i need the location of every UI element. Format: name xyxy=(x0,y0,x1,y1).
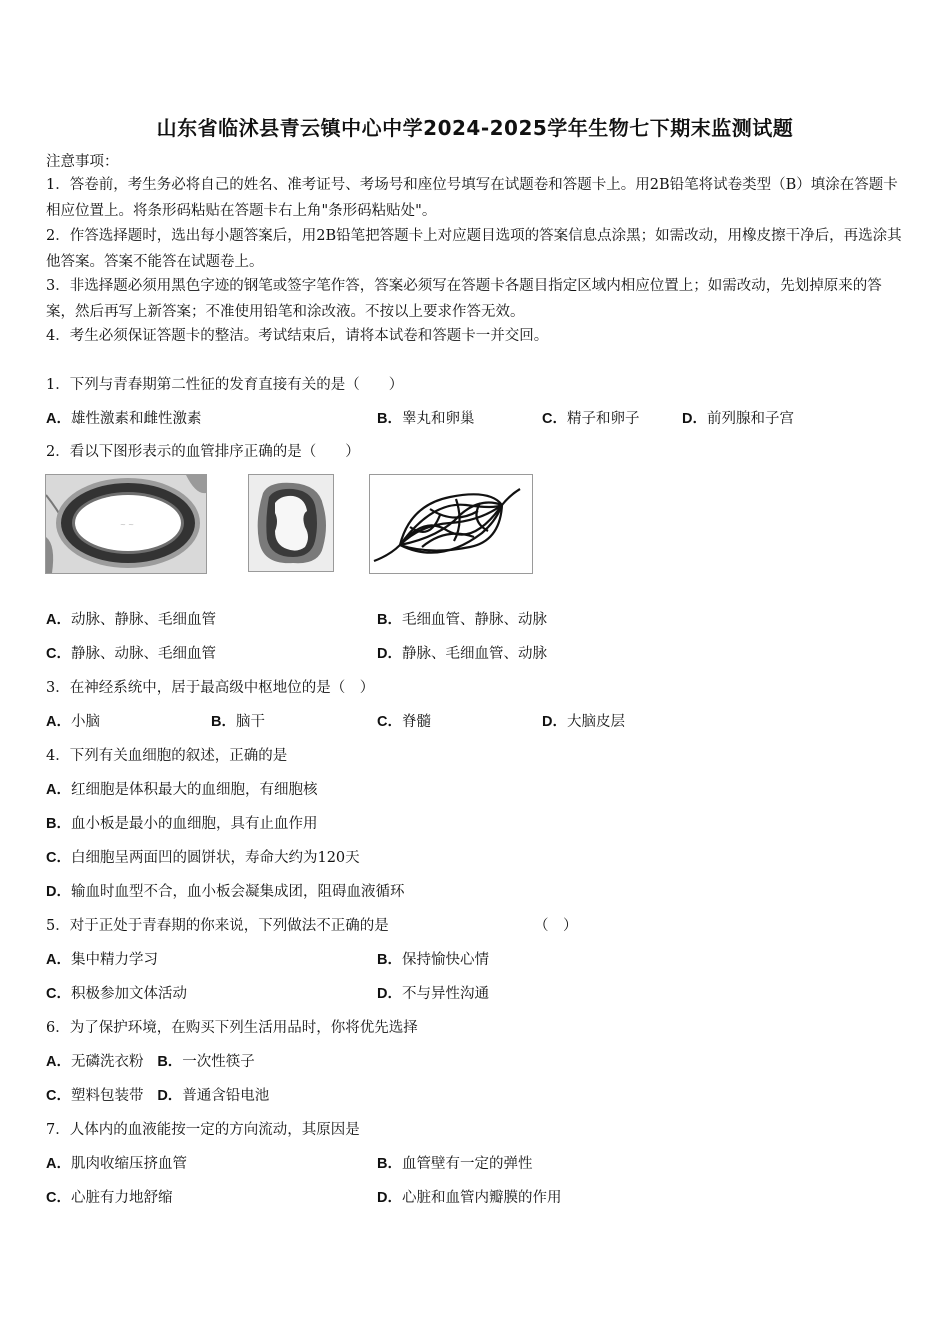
question-6-options-row-1 xyxy=(46,1052,255,1072)
option-label: A． xyxy=(46,1156,71,1172)
option-text: 雄性激素和雌性激素 xyxy=(70,411,202,427)
question-5-option-a xyxy=(46,950,158,970)
question-3-stem: 3．在神经系统中，居于最高级中枢地位的是（ ） xyxy=(46,680,375,696)
option-label: D． xyxy=(682,411,707,427)
question-3-option-a xyxy=(46,712,100,732)
option-label: D． xyxy=(377,986,402,1002)
question-4-stem: 4．下列有关血细胞的叙述，正确的是 xyxy=(46,748,288,764)
option-label: C． xyxy=(46,1190,71,1206)
option-text: 不与异性沟通 xyxy=(401,986,489,1002)
question-1-option-a xyxy=(46,409,201,429)
option-text: 一次性筷子 xyxy=(182,1054,255,1070)
question-5-answer-blank: （ ） xyxy=(534,918,578,934)
question-6-stem: 6．为了保护环境，在购买下列生活用品时，你将优先选择 xyxy=(46,1020,418,1036)
vein-cross-section-figure xyxy=(248,474,334,572)
option-label: A． xyxy=(46,1054,71,1070)
question-2-option-b xyxy=(377,610,547,630)
option-text: 小脑 xyxy=(70,714,100,730)
option-label: B． xyxy=(157,1054,183,1070)
question-2-stem: 2．看以下图形表示的血管排序正确的是（ ） xyxy=(46,444,360,460)
option-text: 塑料包装带 xyxy=(70,1088,144,1104)
notice-item-3: 3．非选择题必须用黑色字迹的钢笔或签字笔作答，答案必须写在答题卡各题目指定区域内相应位置上；如需改动，先划掉原来的答案，然后再写上新答案；不准使用铅笔和涂改液。不按以上要求作答无效。 xyxy=(46,278,882,320)
option-text: 肌肉收缩压挤血管 xyxy=(70,1156,187,1172)
option-text: 血小板是最小的血细胞，具有止血作用 xyxy=(70,816,318,832)
option-label: C． xyxy=(46,1088,71,1104)
option-label: A． xyxy=(46,952,71,968)
option-label: D． xyxy=(542,714,567,730)
option-text: 集中精力学习 xyxy=(70,952,158,968)
option-label: B． xyxy=(377,1156,402,1172)
option-label: A． xyxy=(46,714,71,730)
option-text: 输血时血型不合，血小板会凝集成团，阻碍血液循环 xyxy=(70,884,405,900)
option-text: 毛细血管、静脉、动脉 xyxy=(401,612,547,628)
option-text: 红细胞是体积最大的血细胞，有细胞核 xyxy=(70,782,318,798)
option-label: A． xyxy=(46,411,71,427)
option-text: 脑干 xyxy=(235,714,265,730)
option-label: B． xyxy=(377,952,402,968)
capillary-network-figure xyxy=(369,474,533,574)
option-label: C． xyxy=(46,646,71,662)
option-text: 脊髓 xyxy=(401,714,431,730)
question-5-option-c xyxy=(46,984,187,1004)
artery-cross-section-figure xyxy=(45,474,207,574)
question-4-option-d xyxy=(46,882,404,902)
option-label: C． xyxy=(542,411,567,427)
svg-text:~ ~: ~ ~ xyxy=(120,521,134,529)
question-1-stem: 1．下列与青春期第二性征的发育直接有关的是（ ） xyxy=(46,377,404,393)
question-2-option-a xyxy=(46,610,216,630)
question-2-option-d xyxy=(377,644,547,664)
notice-item-4: 4．考生必须保证答题卡的整洁。考试结束后，请将本试卷和答题卡一并交回。 xyxy=(46,328,549,344)
notice-item-2: 2．作答选择题时，选出每小题答案后，用2B铅笔把答题卡上对应题目选项的答案信息点涂黑；如需改动，用橡皮擦干净后，再选涂其他答案。答案不能答在试题卷上。 xyxy=(46,228,902,270)
option-label: B． xyxy=(377,411,402,427)
option-text: 静脉、毛细血管、动脉 xyxy=(401,646,547,662)
question-3-option-c xyxy=(377,712,431,732)
option-label: D． xyxy=(377,646,402,662)
question-1-option-c xyxy=(542,409,639,429)
question-3-option-b xyxy=(211,712,265,732)
option-label: B． xyxy=(211,714,236,730)
question-1-option-d xyxy=(682,409,794,429)
question-5-option-b xyxy=(377,950,489,970)
option-text: 心脏和血管内瓣膜的作用 xyxy=(401,1190,562,1206)
question-2-option-c xyxy=(46,644,216,664)
option-text: 前列腺和子宫 xyxy=(706,411,794,427)
option-label: C． xyxy=(46,986,71,1002)
option-text: 积极参加文体活动 xyxy=(70,986,187,1002)
option-label: C． xyxy=(46,850,71,866)
question-3-option-d xyxy=(542,712,625,732)
option-text: 心脏有力地舒缩 xyxy=(70,1190,173,1206)
notice-heading: 注意事项： xyxy=(46,154,119,170)
option-label: B． xyxy=(377,612,402,628)
option-text: 保持愉快心情 xyxy=(401,952,489,968)
question-5-option-d xyxy=(377,984,489,1004)
option-label: A． xyxy=(46,612,71,628)
option-text: 动脉、静脉、毛细血管 xyxy=(70,612,216,628)
option-label: D． xyxy=(46,884,71,900)
option-text: 大脑皮层 xyxy=(566,714,625,730)
option-text: 白细胞呈两面凹的圆饼状，寿命大约为120天 xyxy=(70,850,360,866)
question-4-option-c xyxy=(46,848,360,868)
question-4-option-b xyxy=(46,814,317,834)
option-text: 静脉、动脉、毛细血管 xyxy=(70,646,216,662)
question-1-option-b xyxy=(377,409,474,429)
option-text: 无磷洗衣粉 xyxy=(70,1054,144,1070)
option-label: B． xyxy=(46,816,71,832)
option-text: 血管壁有一定的弹性 xyxy=(401,1156,533,1172)
option-text: 睾丸和卵巢 xyxy=(401,411,475,427)
notice-item-1: 1．答卷前，考生务必将自己的姓名、准考证号、考场号和座位号填写在试题卷和答题卡上。用2B铅笔将试卷类型（B）填涂在答题卡相应位置上。将条形码粘贴在答题卡右上角"条形码粘贴处"。 xyxy=(46,177,898,219)
page-title: 山东省临沭县青云镇中心中学2024-2025学年生物七下期末监测试题 xyxy=(156,116,794,140)
question-7-option-b xyxy=(377,1154,532,1174)
option-label: D． xyxy=(157,1088,183,1104)
option-label: D． xyxy=(377,1190,402,1206)
option-label: C． xyxy=(377,714,402,730)
option-text: 普通含铅电池 xyxy=(182,1088,270,1104)
question-7-option-d xyxy=(377,1188,561,1208)
question-7-option-c xyxy=(46,1188,172,1208)
question-7-option-a xyxy=(46,1154,187,1174)
option-label: A． xyxy=(46,782,71,798)
option-text: 精子和卵子 xyxy=(566,411,640,427)
question-4-option-a xyxy=(46,780,317,800)
question-7-stem: 7．人体内的血液能按一定的方向流动，其原因是 xyxy=(46,1122,360,1138)
question-5-stem: 5．对于正处于青春期的你来说，下列做法不正确的是 xyxy=(46,918,389,934)
question-6-options-row-2 xyxy=(46,1086,269,1106)
